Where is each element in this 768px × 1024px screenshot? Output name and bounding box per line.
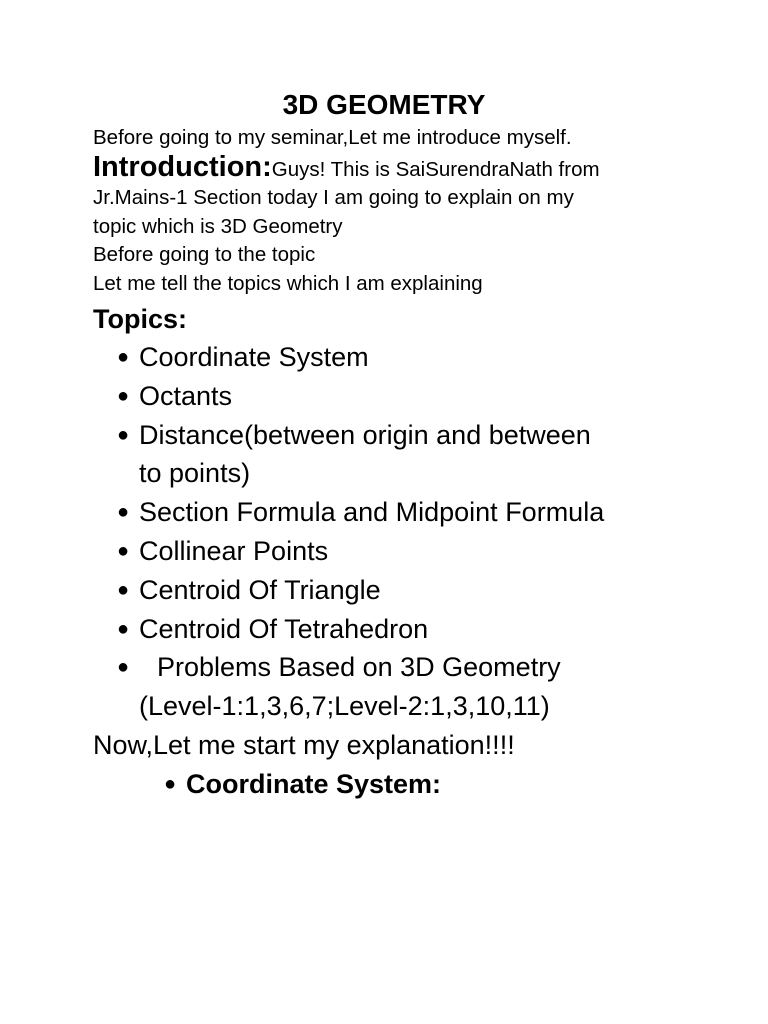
closing-sentence: Now,Let me start my explanation!!!!: [93, 729, 515, 760]
bullet-icon: ●: [117, 501, 130, 524]
topics-heading: Topics:: [93, 304, 187, 334]
list-item-continuation: (Level-1:1,3,6,7;Level-2:1,3,10,11): [139, 691, 550, 722]
list-item: [93, 493, 733, 532]
bullet-icon: ●: [164, 772, 177, 795]
introduction-text: Guys! This is SaiSurendraNath from: [271, 157, 600, 181]
introduction-heading: Introduction:: [93, 150, 272, 183]
section-heading-item: [93, 765, 733, 804]
list-item-text: Collinear Points: [139, 535, 329, 566]
list-item: [93, 532, 733, 571]
document-page: [93, 86, 733, 804]
list-item-text: Distance(between origin and between: [139, 419, 591, 450]
bullet-icon: ●: [117, 656, 130, 679]
list-item-text: Octants: [139, 380, 233, 411]
bullet-icon: ●: [117, 617, 130, 640]
list-item: [93, 648, 733, 726]
list-item-continuation: to points): [139, 458, 251, 489]
bullet-icon: ●: [117, 384, 130, 407]
list-item: [93, 416, 733, 494]
list-item-text: Section Formula and Midpoint Formula: [139, 497, 605, 528]
list-item-text: Coordinate System: [139, 342, 369, 372]
bullet-icon: ●: [117, 423, 130, 446]
list-item-text: Centroid Of Tetrahedron: [139, 613, 429, 644]
list-item: [93, 377, 733, 416]
topics-list: [93, 338, 733, 726]
introduction-line: [93, 150, 733, 185]
bullet-icon: ●: [117, 578, 130, 601]
intro-sentence: Before going to my seminar,Let me introduce myself.: [93, 126, 572, 149]
section-heading: Coordinate System:: [186, 768, 442, 799]
introduction-text-line-4: Before going to the topic: [93, 243, 316, 266]
list-item: [93, 610, 733, 649]
list-item: [93, 338, 733, 377]
bullet-icon: ●: [117, 539, 130, 562]
document-title: 3D GEOMETRY: [282, 89, 486, 120]
introduction-text-line-5: Let me tell the topics which I am explaining: [93, 271, 483, 295]
list-item: [93, 571, 733, 610]
introduction-text-line-2: Jr.Mains-1 Section today I am going to explain on my: [93, 186, 574, 209]
list-item-text: Centroid Of Triangle: [139, 574, 381, 605]
list-item-text: Problems Based on 3D Geometry: [157, 652, 561, 683]
introduction-text-line-3: topic which is 3D Geometry: [93, 214, 343, 238]
bullet-icon: ●: [117, 346, 130, 368]
